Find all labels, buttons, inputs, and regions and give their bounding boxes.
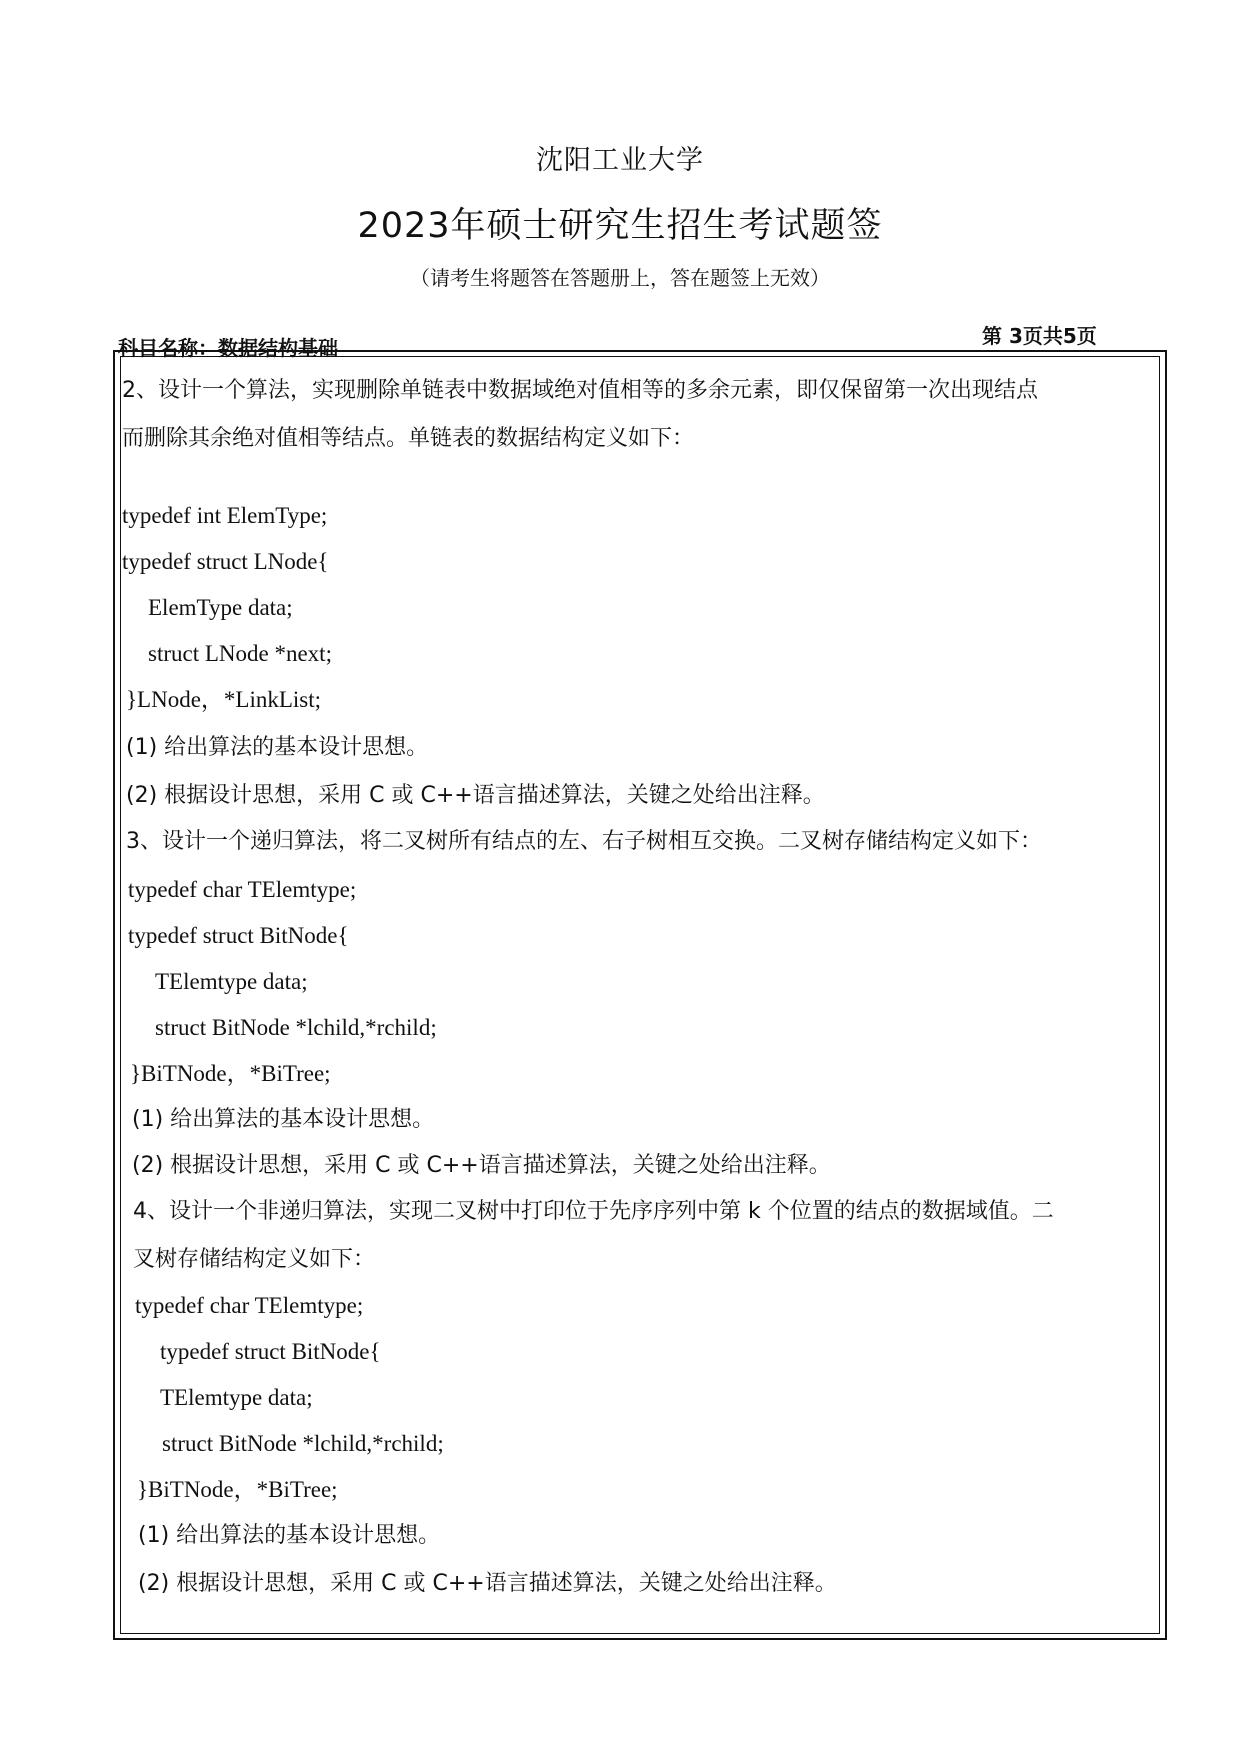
q4-code-line-5: }BiTNode，*BiTree; — [137, 1477, 338, 1502]
q3-code-line-5: }BiTNode，*BiTree; — [130, 1061, 331, 1086]
q2-subquestion-2: (2) 根据设计思想，采用 C 或 C++语言描述算法，关键之处给出注释。 — [126, 783, 825, 808]
q2-code-line-3: ElemType data; — [148, 595, 293, 620]
q3-subquestion-1: (1) 给出算法的基本设计思想。 — [132, 1107, 435, 1132]
q4-code-line-2: typedef struct BitNode{ — [160, 1339, 381, 1364]
q3-code-line-1: typedef char TElemtype; — [128, 877, 357, 902]
q2-code-line-4: struct LNode *next; — [148, 641, 332, 666]
q4-code-line-1: typedef char TElemtype; — [135, 1293, 364, 1318]
q4-stem-line-2: 叉树存储结构定义如下： — [133, 1247, 376, 1272]
school-name: 沈阳工业大学 — [536, 145, 704, 176]
q2-code-line-5: }LNode，*LinkList; — [126, 687, 322, 712]
q3-code-line-2: typedef struct BitNode{ — [128, 923, 349, 948]
page-number: 第 3页共5页 — [982, 324, 1097, 348]
q4-subquestion-2: (2) 根据设计思想，采用 C 或 C++语言描述算法，关键之处给出注释。 — [138, 1571, 837, 1596]
q3-code-line-4: struct BitNode *lchild,*rchild; — [155, 1015, 437, 1040]
exam-notice: （请考生将题答在答题册上，答在题签上无效） — [410, 266, 830, 290]
q2-code-line-2: typedef struct LNode{ — [122, 549, 329, 574]
q4-code-line-4: struct BitNode *lchild,*rchild; — [162, 1431, 444, 1456]
q4-code-line-3: TElemtype data; — [160, 1385, 313, 1410]
subject-name: 科目名称：数据结构基础 — [118, 336, 338, 360]
q2-subquestion-1: (1) 给出算法的基本设计思想。 — [126, 735, 429, 760]
q2-code-line-1: typedef int ElemType; — [122, 503, 328, 528]
q4-stem-line-1: 4、设计一个非递归算法，实现二叉树中打印位于先序序列中第 k 个位置的结点的数据域值。二 — [133, 1199, 1054, 1224]
q3-code-line-3: TElemtype data; — [155, 969, 308, 994]
q4-subquestion-1: (1) 给出算法的基本设计思想。 — [138, 1523, 441, 1548]
q2-stem-line-2: 而删除其余绝对值相等结点。单链表的数据结构定义如下： — [122, 426, 695, 451]
q2-stem-line-1: 2、设计一个算法，实现删除单链表中数据域绝对值相等的多余元素，即仅保留第一次出现结点 — [122, 378, 1039, 403]
q3-stem-line-1: 3、设计一个递归算法，将二叉树所有结点的左、右子树相互交换。二叉树存储结构定义如下： — [126, 829, 1043, 854]
q3-subquestion-2: (2) 根据设计思想，采用 C 或 C++语言描述算法，关键之处给出注释。 — [132, 1153, 831, 1178]
exam-title: 2023年硕士研究生招生考试题签 — [357, 206, 883, 246]
